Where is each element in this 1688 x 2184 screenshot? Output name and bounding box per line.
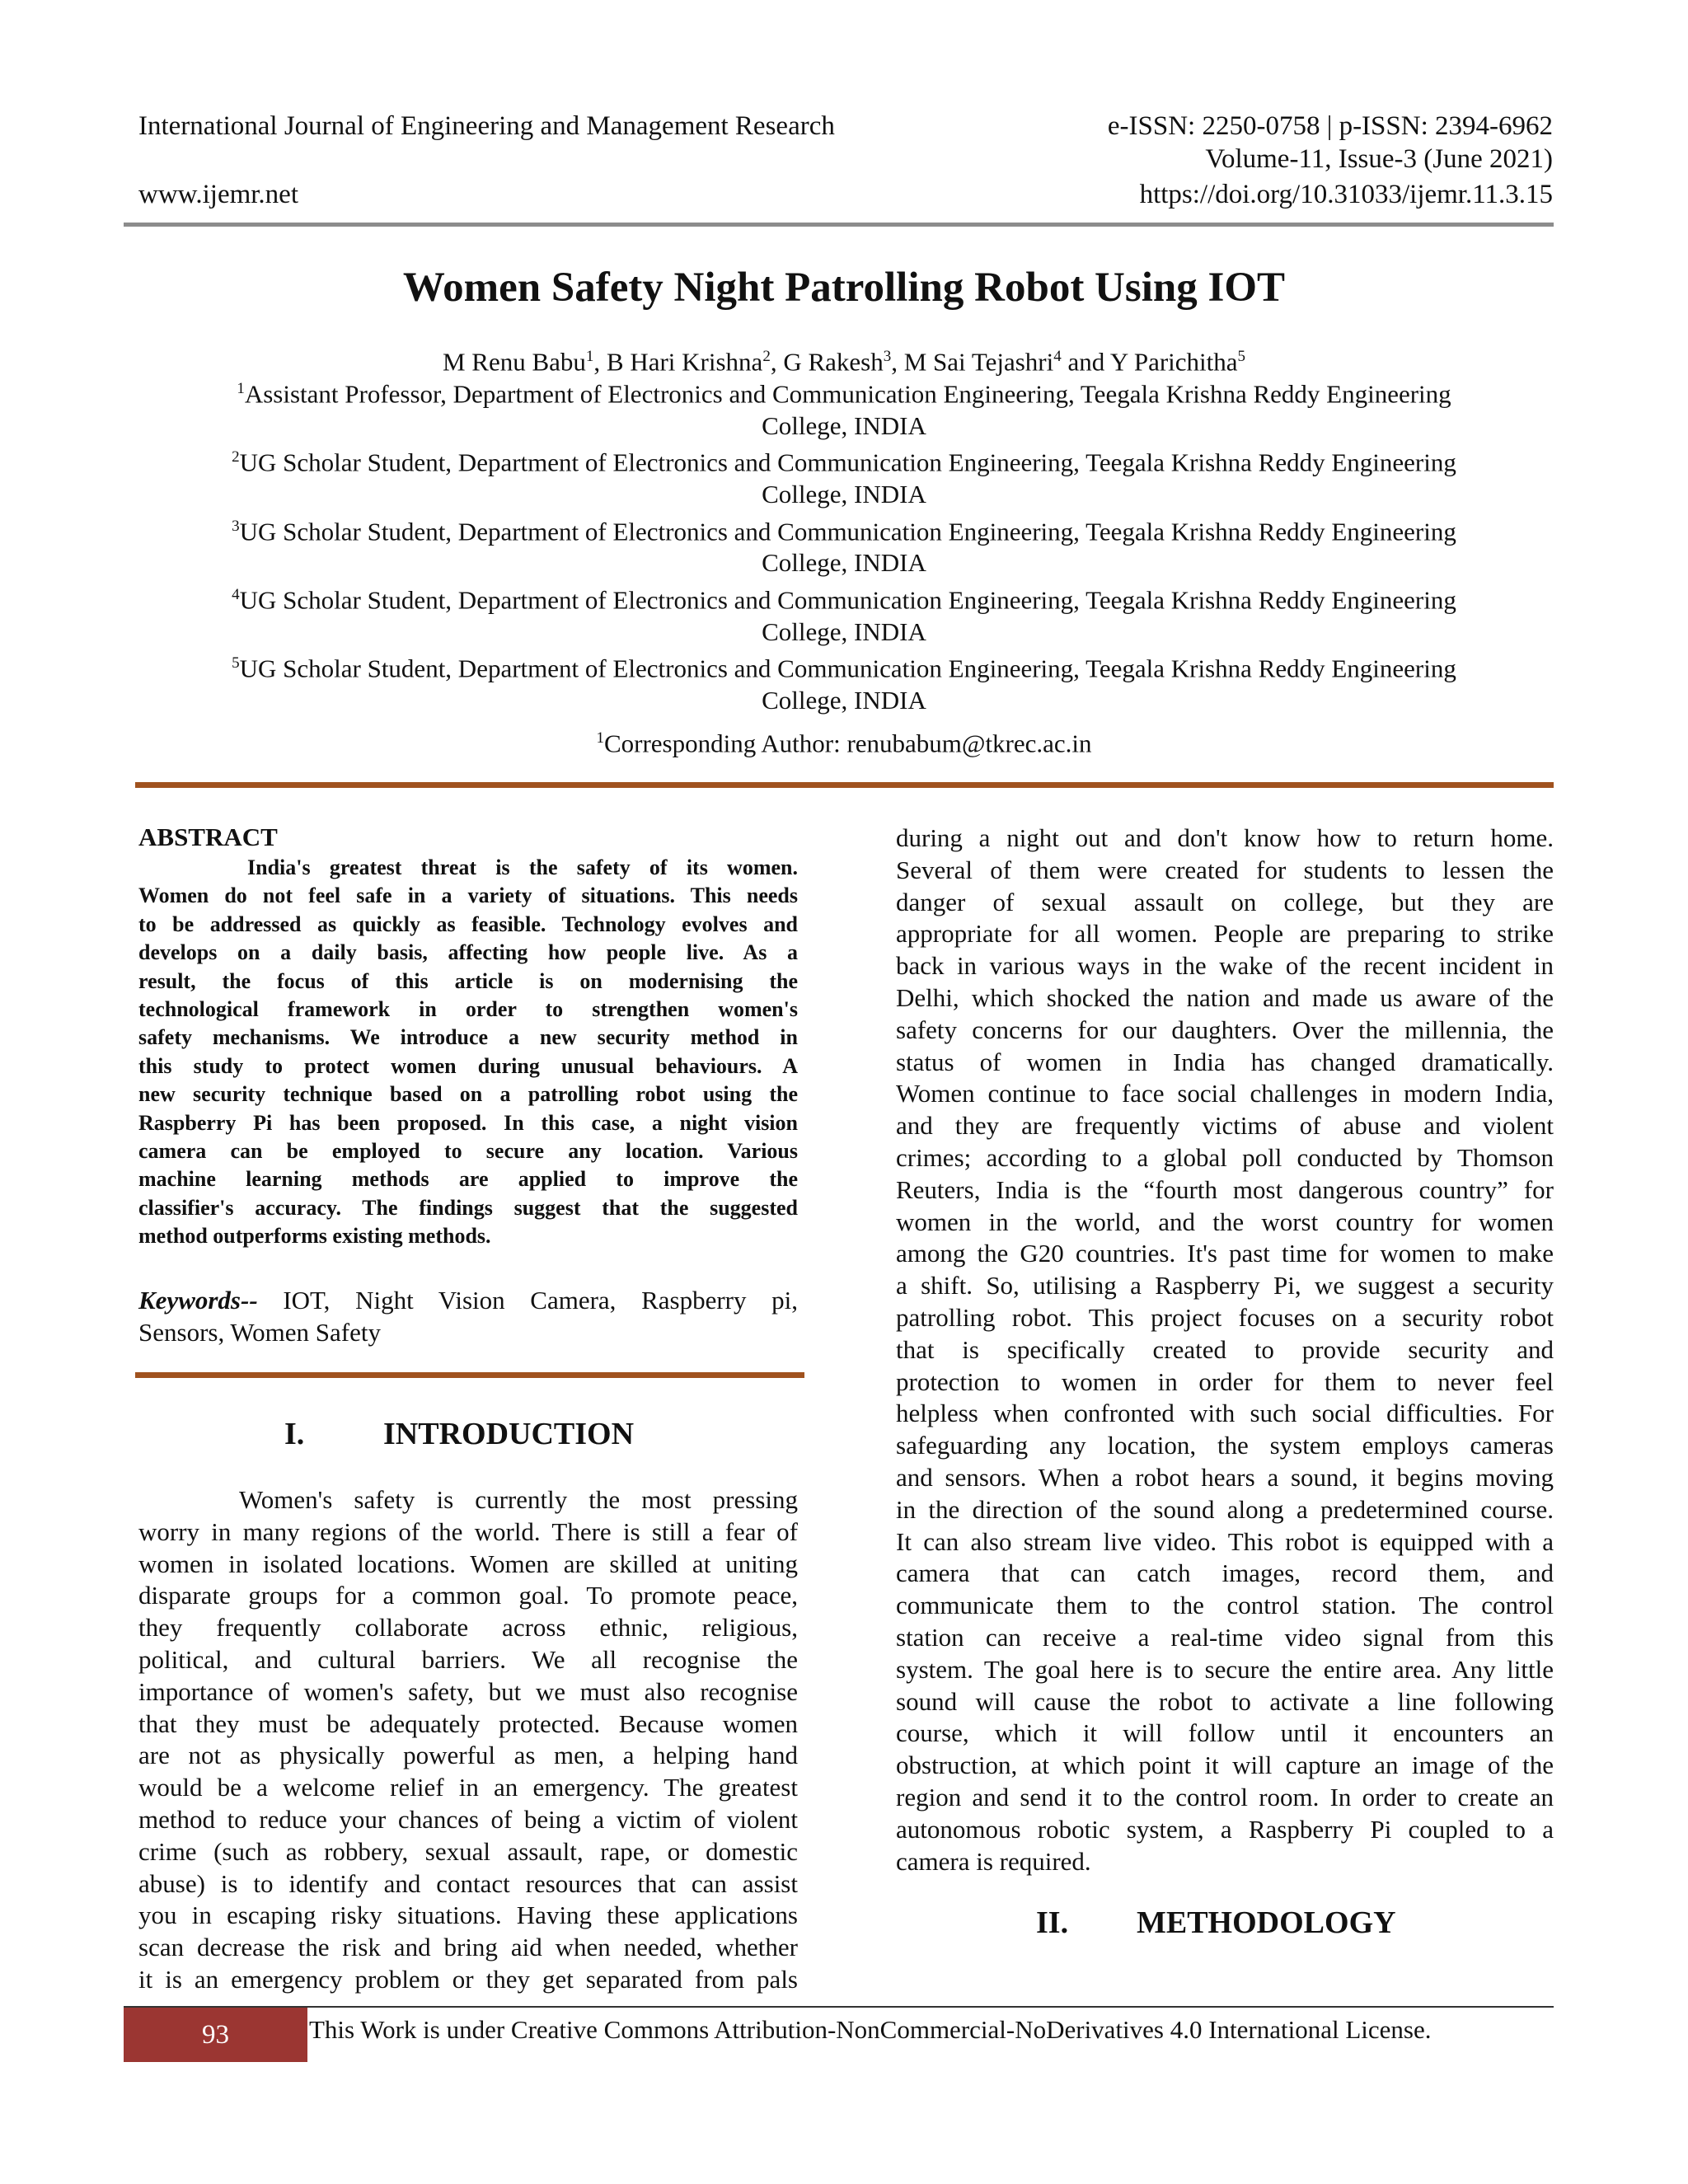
paragraph-line: It can also stream live video. This robot is equipped with a: [896, 1526, 1554, 1556]
paragraph-line: a shift. So, utilising a Raspberry Pi, we suggest a security: [896, 1271, 1554, 1301]
doi-link[interactable]: https://doi.org/10.31033/ijemr.11.3.15: [1139, 180, 1553, 209]
abstract-line: machine learning methods are applied to improve the: [138, 1167, 798, 1192]
corresponding-sup: 1: [596, 729, 604, 747]
paragraph-line: women in the world, and the worst country for women: [896, 1207, 1554, 1236]
author-name: Y Parichitha: [1109, 347, 1238, 377]
keywords-line1: IOT, Night Vision Camera, Raspberry pi,: [283, 1286, 799, 1315]
author-separator: ,: [593, 347, 607, 377]
paragraph-line: during a night out and don't know how to return home.: [896, 823, 1554, 852]
affiliation-line: [148, 648, 1540, 685]
affiliation-text: UG Scholar Student, Department of Electronics and Communication Engineering, Teegala Krishna Reddy Engineering: [239, 654, 1456, 683]
section-number: II.: [1036, 1905, 1069, 1940]
license-notice: This Work is under Creative Commons Attribution-NonCommercial-NoDerivatives 4.0 International License.: [309, 2015, 1432, 2044]
affiliations: [0, 373, 1688, 717]
abstract-line: result, the focus of this article is on modernising the: [138, 968, 798, 993]
affiliation-text: UG Scholar Student, Department of Electronics and Communication Engineering, Teegala Krishna Reddy Engineering: [239, 516, 1456, 546]
paragraph-line: among the G20 countries. It's past time for women to make: [896, 1239, 1554, 1268]
paragraph-line: importance of women's safety, but we must also recognise: [138, 1676, 798, 1706]
paragraph-line: method to reduce your chances of being a victim of violent: [138, 1804, 798, 1834]
author-name: M Sai Tejashri: [903, 347, 1054, 377]
paragraph-line: Several of them were created for students to lessen the: [896, 855, 1554, 884]
paragraph-line: crimes; according to a global poll conducted by Thomson: [896, 1142, 1554, 1172]
affiliation-sup: 4: [232, 585, 240, 603]
header-rule: [124, 223, 1554, 227]
paragraph-line: back in various ways in the wake of the recent incident in: [896, 951, 1554, 981]
paragraph-line: status of women in India has changed dramatically.: [896, 1047, 1554, 1076]
author-sup: 4: [1053, 348, 1062, 365]
paragraph-line: station can receive a real-time video signal from this: [896, 1622, 1554, 1652]
paragraph-line: that is specifically created to provide security and: [896, 1334, 1554, 1364]
author-name: B Hari Krishna: [606, 347, 763, 377]
paragraph-line: crime (such as robbery, sexual assault, rape, or domestic: [138, 1836, 798, 1866]
affiliation-sup: 1: [237, 380, 245, 397]
abstract-line: classifier's accuracy. The findings suggest that the suggested: [138, 1195, 798, 1220]
paragraph-line: political, and cultural barriers. We all recognise the: [138, 1644, 798, 1674]
affiliation-text: Assistant Professor, Department of Electronics and Communication Engineering, Teegala Krishna Reddy Engineering: [244, 379, 1451, 409]
issn: e-ISSN: 2250-0758 | p-ISSN: 2394-6962: [1107, 111, 1553, 141]
author-sup: 3: [883, 348, 892, 365]
affiliation-line: [148, 511, 1540, 548]
affiliation-line: [148, 579, 1540, 616]
paragraph-line: danger of sexual assault on college, but they are: [896, 887, 1554, 916]
paragraph-line: women in isolated locations. Women are skilled at uniting: [138, 1549, 798, 1578]
abstract-line: method outperforms existing methods.: [138, 1224, 491, 1249]
paragraph-line: obstruction, at which point it will capture an image of the: [896, 1750, 1554, 1780]
section-title: INTRODUCTION: [383, 1417, 635, 1451]
journal-website[interactable]: www.ijemr.net: [138, 180, 298, 209]
paragraph-line: communicate them to the control station. The control: [896, 1591, 1554, 1620]
abstract-line: India's greatest threat is the safety of its women.: [247, 855, 798, 879]
introduction-right-column: [896, 823, 1554, 1877]
author-sup: 5: [1237, 348, 1246, 365]
author-name: M Renu Babu: [442, 347, 586, 377]
keywords-divider: [135, 1372, 804, 1378]
section-heading-introduction: [284, 1416, 634, 1452]
paragraph-line: appropriate for all women. People are preparing to strike: [896, 919, 1554, 949]
author-sup: 2: [762, 348, 771, 365]
keywords-label: Keywords--: [138, 1286, 258, 1315]
paragraph-line: Women's safety is currently the most pressing: [239, 1485, 798, 1514]
abstract-line: Raspberry Pi has been proposed. In this case, a night vision: [138, 1110, 798, 1135]
abstract-line: technological framework in order to strengthen women's: [138, 996, 798, 1021]
paragraph-line: region and send it to the control room. In order to create an: [896, 1782, 1554, 1811]
corresponding-author: [148, 723, 1540, 760]
paragraph-line: it is an emergency problem or they get separated from pals: [138, 1964, 798, 1994]
keywords: [138, 1285, 798, 1349]
abstract-line: Women do not feel safe in a variety of situations. This needs: [138, 883, 798, 908]
footer-rule: [124, 2006, 1554, 2008]
affiliation-line: College, INDIA: [762, 548, 926, 578]
abstract-line: this study to protect women during unusual behaviours. A: [138, 1053, 798, 1078]
affiliation-sup: 2: [232, 448, 240, 466]
paragraph-line: abuse) is to identify and contact resources that can assist: [138, 1868, 798, 1898]
paragraph-line: course, which it will follow until it encounters an: [896, 1718, 1554, 1748]
abstract-line: develops on a daily basis, affecting how people live. As a: [138, 940, 798, 965]
page-number: 93: [202, 2020, 229, 2050]
affiliation-sup: 3: [232, 517, 240, 535]
paragraph-line: helpless when confronted with such social difficulties. For: [896, 1399, 1554, 1428]
paper-title: Women Safety Night Patrolling Robot Using IOT: [402, 265, 1286, 311]
paragraph-line: you in escaping risky situations. Having these applications: [138, 1900, 798, 1930]
paragraph-line: protection to women in order for them to never feel: [896, 1366, 1554, 1396]
paragraph-line: worry in many regions of the world. There is still a fear of: [138, 1516, 798, 1546]
paragraph-line: Women continue to face social challenges in modern India,: [896, 1079, 1554, 1108]
paragraph-line: safety concerns for our daughters. Over the millennia, the: [896, 1015, 1554, 1044]
paragraph-line: that they must be adequately protected. Because women: [138, 1708, 798, 1738]
author-separator: ,: [770, 347, 784, 377]
section-number: I.: [284, 1417, 305, 1451]
affiliation-text: UG Scholar Student, Department of Electronics and Communication Engineering, Teegala Krishna Reddy Engineering: [239, 585, 1456, 615]
paragraph-line: system. The goal here is to secure the entire area. Any little: [896, 1654, 1554, 1684]
paragraph-line: Reuters, India is the “fourth most dangerous country” for: [896, 1174, 1554, 1204]
paragraph-line: in the direction of the sound along a predetermined course.: [896, 1494, 1554, 1524]
abstract-heading: ABSTRACT: [138, 823, 278, 851]
volume-issue: Volume-11, Issue-3 (June 2021): [1205, 144, 1553, 174]
paragraph-line: autonomous robotic system, a Raspberry Pi coupled to a: [896, 1814, 1554, 1844]
paragraph-line: scan decrease the risk and bring aid when needed, whether: [138, 1933, 798, 1962]
affiliation-line: College, INDIA: [762, 686, 926, 715]
paragraph-line: sound will cause the robot to activate a line following: [896, 1686, 1554, 1716]
paragraph-line: camera that can catch images, record them, and: [896, 1558, 1554, 1588]
paragraph-line: patrolling robot. This project focuses on a security robot: [896, 1302, 1554, 1332]
abstract-body: [138, 854, 798, 1250]
title-divider: [135, 782, 1554, 788]
paragraph-line: would be a welcome relief in an emergency. The greatest: [138, 1773, 798, 1802]
abstract-line: to be addressed as quickly as feasible. Technology evolves and: [138, 912, 798, 936]
paragraph-line: are not as physically powerful as men, a helping hand: [138, 1741, 798, 1770]
section-heading-methodology: [1036, 1905, 1396, 1941]
keywords-line2: Sensors, Women Safety: [138, 1317, 381, 1347]
affiliation-line: College, INDIA: [762, 410, 926, 440]
affiliation-line: [148, 442, 1540, 479]
paragraph-line: camera is required.: [896, 1846, 1091, 1876]
abstract-line: new security technique based on a patrolling robot using the: [138, 1082, 798, 1107]
introduction-left-column: [138, 1484, 798, 1996]
paragraph-line: Delhi, which shocked the nation and made us aware of the: [896, 982, 1554, 1012]
affiliation-text: UG Scholar Student, Department of Electronics and Communication Engineering, Teegala Krishna Reddy Engineering: [239, 448, 1456, 477]
corresponding-text: Corresponding Author: renubabum@tkrec.ac.in: [603, 729, 1092, 758]
paragraph-line: and they are frequently victims of abuse and violent: [896, 1111, 1554, 1141]
section-title: METHODOLOGY: [1137, 1905, 1396, 1940]
affiliation-sup: 5: [232, 654, 240, 673]
author-separator: and: [1061, 347, 1110, 377]
paragraph-line: disparate groups for a common goal. To promote peace,: [138, 1581, 798, 1610]
abstract-line: camera can be employed to secure any location. Various: [138, 1138, 798, 1163]
abstract-line: safety mechanisms. We introduce a new security method in: [138, 1025, 798, 1050]
author-separator: ,: [891, 347, 904, 377]
author-sup: 1: [585, 348, 594, 365]
paragraph-line: they frequently collaborate across ethnic, religious,: [138, 1613, 798, 1643]
affiliation-line: College, INDIA: [762, 616, 926, 646]
journal-name: International Journal of Engineering and Management Research: [138, 111, 835, 141]
paragraph-line: safeguarding any location, the system employs cameras: [896, 1431, 1554, 1460]
affiliation-line: [148, 373, 1540, 410]
affiliation-line: College, INDIA: [762, 480, 926, 509]
author-name: G Rakesh: [783, 347, 884, 377]
paragraph-line: and sensors. When a robot hears a sound, it begins moving: [896, 1462, 1554, 1492]
